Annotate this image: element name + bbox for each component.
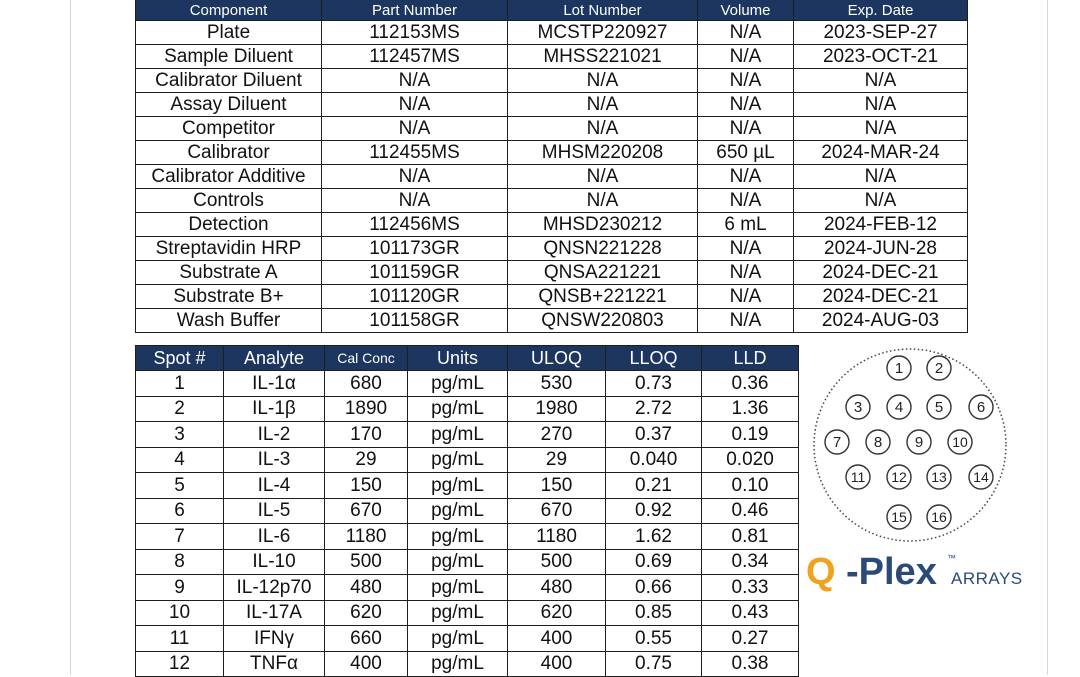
table-row bbox=[136, 600, 799, 626]
table-row bbox=[136, 422, 799, 448]
component-cell: 101159GR bbox=[322, 261, 508, 285]
analyte-cell: 670 bbox=[325, 498, 408, 524]
table-row bbox=[136, 498, 799, 524]
table-row bbox=[136, 165, 968, 189]
component-cell: N/A bbox=[322, 165, 508, 189]
analyte-cell: 150 bbox=[325, 473, 408, 499]
analyte-cell: 1980 bbox=[508, 396, 606, 422]
analyte-cell: 11 bbox=[136, 626, 224, 652]
analyte-cell: 680 bbox=[325, 371, 408, 397]
analyte-cell: 1.62 bbox=[606, 524, 702, 550]
analyte-cell: 4 bbox=[136, 447, 224, 473]
page-right-edge bbox=[1047, 0, 1048, 675]
table-row bbox=[136, 447, 799, 473]
component-cell: MCSTP220927 bbox=[508, 21, 698, 45]
component-header-cell: Exp. Date bbox=[794, 0, 968, 21]
analyte-header-cell: Spot # bbox=[136, 346, 224, 371]
table-row bbox=[136, 309, 968, 333]
analyte-cell: 0.020 bbox=[702, 447, 799, 473]
component-cell: 6 mL bbox=[698, 213, 794, 237]
logo-plex: -Plex bbox=[846, 551, 937, 593]
analyte-cell: pg/mL bbox=[408, 371, 508, 397]
component-header-cell: Component bbox=[136, 0, 322, 21]
component-cell: Competitor bbox=[136, 117, 322, 141]
analyte-cell: 0.66 bbox=[606, 575, 702, 601]
analyte-cell: 500 bbox=[325, 549, 408, 575]
analyte-cell: 6 bbox=[136, 498, 224, 524]
table-row bbox=[136, 549, 799, 575]
component-cell: 2024-MAR-24 bbox=[794, 141, 968, 165]
analyte-cell: TNFα bbox=[224, 651, 325, 677]
component-cell: N/A bbox=[698, 285, 794, 309]
analyte-cell: 170 bbox=[325, 422, 408, 448]
analyte-cell: 400 bbox=[325, 651, 408, 677]
component-cell: N/A bbox=[794, 165, 968, 189]
component-cell: MHSS221021 bbox=[508, 45, 698, 69]
analyte-cell: 480 bbox=[508, 575, 606, 601]
spot-label: 11 bbox=[850, 469, 866, 485]
component-cell: N/A bbox=[794, 69, 968, 93]
spot-label: 4 bbox=[894, 399, 904, 416]
component-cell: N/A bbox=[698, 69, 794, 93]
spot-label: 2 bbox=[934, 360, 944, 377]
analyte-cell: 150 bbox=[508, 473, 606, 499]
analyte-cell: 0.36 bbox=[702, 371, 799, 397]
analyte-cell: 270 bbox=[508, 422, 606, 448]
component-header-cell: Lot Number bbox=[508, 0, 698, 21]
component-cell: N/A bbox=[322, 189, 508, 213]
component-cell: MHSM220208 bbox=[508, 141, 698, 165]
analyte-header-cell: LLD bbox=[702, 346, 799, 371]
component-cell: N/A bbox=[794, 93, 968, 117]
analyte-cell: 8 bbox=[136, 549, 224, 575]
spot-label: 12 bbox=[891, 469, 907, 485]
table-row bbox=[136, 651, 799, 677]
analyte-cell: 400 bbox=[508, 626, 606, 652]
component-cell: N/A bbox=[698, 189, 794, 213]
analyte-cell: 1 bbox=[136, 371, 224, 397]
analyte-cell: pg/mL bbox=[408, 447, 508, 473]
table-row bbox=[136, 575, 799, 601]
component-cell: 2024-DEC-21 bbox=[794, 261, 968, 285]
component-cell: Plate bbox=[136, 21, 322, 45]
spot-label: 5 bbox=[934, 399, 944, 416]
component-table bbox=[135, 0, 968, 333]
analyte-cell: pg/mL bbox=[408, 549, 508, 575]
analyte-cell: IL-4 bbox=[224, 473, 325, 499]
analyte-cell: pg/mL bbox=[408, 473, 508, 499]
analyte-cell: 670 bbox=[508, 498, 606, 524]
spot-label: 16 bbox=[931, 509, 947, 525]
component-cell: N/A bbox=[698, 261, 794, 285]
component-cell: 112455MS bbox=[322, 141, 508, 165]
component-cell: Controls bbox=[136, 189, 322, 213]
component-cell: N/A bbox=[508, 117, 698, 141]
table-row bbox=[136, 626, 799, 652]
spot-label: 13 bbox=[931, 469, 947, 485]
table-row bbox=[136, 141, 968, 165]
component-cell: Sample Diluent bbox=[136, 45, 322, 69]
component-cell: N/A bbox=[322, 93, 508, 117]
component-cell: N/A bbox=[322, 117, 508, 141]
spot-label: 1 bbox=[894, 360, 904, 377]
component-cell: QNSN221228 bbox=[508, 237, 698, 261]
analyte-cell: 500 bbox=[508, 549, 606, 575]
component-cell: 650 µL bbox=[698, 141, 794, 165]
component-cell: 112456MS bbox=[322, 213, 508, 237]
analyte-cell: 0.10 bbox=[702, 473, 799, 499]
component-cell: 2024-DEC-21 bbox=[794, 285, 968, 309]
component-cell: N/A bbox=[698, 21, 794, 45]
analyte-cell: 29 bbox=[325, 447, 408, 473]
component-header-cell: Volume bbox=[698, 0, 794, 21]
component-cell: QNSB+221221 bbox=[508, 285, 698, 309]
component-cell: N/A bbox=[698, 45, 794, 69]
analyte-cell: 2 bbox=[136, 396, 224, 422]
component-cell: 101120GR bbox=[322, 285, 508, 309]
analyte-cell: 0.37 bbox=[606, 422, 702, 448]
component-cell: N/A bbox=[508, 69, 698, 93]
analyte-header-cell: ULOQ bbox=[508, 346, 606, 371]
component-cell: 2024-AUG-03 bbox=[794, 309, 968, 333]
analyte-cell: 480 bbox=[325, 575, 408, 601]
analyte-cell: 0.34 bbox=[702, 549, 799, 575]
analyte-cell: 0.55 bbox=[606, 626, 702, 652]
table-row bbox=[136, 261, 968, 285]
component-cell: Streptavidin HRP bbox=[136, 237, 322, 261]
table-row bbox=[136, 524, 799, 550]
analyte-cell: 0.73 bbox=[606, 371, 702, 397]
analyte-cell: IL-10 bbox=[224, 549, 325, 575]
spot-label: 9 bbox=[914, 434, 924, 451]
component-cell: N/A bbox=[322, 69, 508, 93]
table-row bbox=[136, 93, 968, 117]
logo-trademark: ™ bbox=[947, 553, 956, 563]
component-cell: N/A bbox=[794, 189, 968, 213]
analyte-cell: pg/mL bbox=[408, 396, 508, 422]
component-cell: 2024-JUN-28 bbox=[794, 237, 968, 261]
spot-label: 7 bbox=[832, 434, 842, 451]
table-row bbox=[136, 285, 968, 309]
component-cell: N/A bbox=[508, 165, 698, 189]
spot-label: 14 bbox=[973, 469, 989, 485]
table-row bbox=[136, 69, 968, 93]
component-cell: QNSA221221 bbox=[508, 261, 698, 285]
analyte-cell: pg/mL bbox=[408, 651, 508, 677]
analyte-cell: 9 bbox=[136, 575, 224, 601]
table-row bbox=[136, 371, 799, 397]
spot-label: 6 bbox=[976, 399, 986, 416]
analyte-cell: 620 bbox=[508, 600, 606, 626]
spot-label: 15 bbox=[891, 509, 907, 525]
component-cell: Calibrator Diluent bbox=[136, 69, 322, 93]
analyte-cell: 0.19 bbox=[702, 422, 799, 448]
component-cell: Wash Buffer bbox=[136, 309, 322, 333]
component-cell: Calibrator Additive bbox=[136, 165, 322, 189]
analyte-cell: pg/mL bbox=[408, 524, 508, 550]
analyte-cell: IL-3 bbox=[224, 447, 325, 473]
q-plex-arrays-logo bbox=[806, 549, 1046, 599]
analyte-cell: IL-6 bbox=[224, 524, 325, 550]
table-row bbox=[136, 237, 968, 261]
analyte-header-cell: LLOQ bbox=[606, 346, 702, 371]
component-cell: QNSW220803 bbox=[508, 309, 698, 333]
component-cell: N/A bbox=[508, 189, 698, 213]
component-cell: Detection bbox=[136, 213, 322, 237]
spot-layout-diagram bbox=[812, 346, 1008, 544]
analyte-cell: 1180 bbox=[325, 524, 408, 550]
logo-arrays: ARRAYS bbox=[951, 569, 1023, 588]
analyte-header-cell: Analyte bbox=[224, 346, 325, 371]
component-cell: 101158GR bbox=[322, 309, 508, 333]
analyte-cell: 0.43 bbox=[702, 600, 799, 626]
analyte-cell: 0.27 bbox=[702, 626, 799, 652]
component-cell: Substrate B+ bbox=[136, 285, 322, 309]
analyte-cell: 0.81 bbox=[702, 524, 799, 550]
analyte-cell: 1.36 bbox=[702, 396, 799, 422]
component-table-header bbox=[136, 0, 968, 21]
component-cell: Calibrator bbox=[136, 141, 322, 165]
spot-label: 3 bbox=[853, 399, 863, 416]
analyte-cell: pg/mL bbox=[408, 575, 508, 601]
analyte-cell: 620 bbox=[325, 600, 408, 626]
analyte-cell: 1180 bbox=[508, 524, 606, 550]
analyte-cell: 1890 bbox=[325, 396, 408, 422]
analyte-cell: 0.33 bbox=[702, 575, 799, 601]
component-cell: N/A bbox=[698, 93, 794, 117]
analyte-cell: IL-2 bbox=[224, 422, 325, 448]
analyte-cell: 5 bbox=[136, 473, 224, 499]
component-cell: 2024-FEB-12 bbox=[794, 213, 968, 237]
page-left-edge bbox=[70, 0, 71, 675]
component-cell: 112457MS bbox=[322, 45, 508, 69]
component-cell: 101173GR bbox=[322, 237, 508, 261]
analyte-cell: IL-17A bbox=[224, 600, 325, 626]
analyte-cell: 400 bbox=[508, 651, 606, 677]
analyte-cell: IL-1β bbox=[224, 396, 325, 422]
analyte-cell: 530 bbox=[508, 371, 606, 397]
table-row bbox=[136, 396, 799, 422]
logo-q: Q bbox=[806, 551, 836, 593]
analyte-cell: 0.69 bbox=[606, 549, 702, 575]
analyte-cell: pg/mL bbox=[408, 422, 508, 448]
analyte-header-cell: Cal Conc bbox=[325, 346, 408, 371]
component-cell: 2023-SEP-27 bbox=[794, 21, 968, 45]
table-row bbox=[136, 21, 968, 45]
component-cell: N/A bbox=[508, 93, 698, 117]
table-row bbox=[136, 213, 968, 237]
analyte-cell: 0.38 bbox=[702, 651, 799, 677]
component-header-cell: Part Number bbox=[322, 0, 508, 21]
analyte-table bbox=[135, 345, 799, 677]
component-cell: N/A bbox=[698, 309, 794, 333]
analyte-cell: 10 bbox=[136, 600, 224, 626]
component-cell: N/A bbox=[698, 117, 794, 141]
component-cell: Substrate A bbox=[136, 261, 322, 285]
analyte-cell: IL-5 bbox=[224, 498, 325, 524]
table-row bbox=[136, 117, 968, 141]
analyte-cell: IL-12p70 bbox=[224, 575, 325, 601]
analyte-cell: 0.75 bbox=[606, 651, 702, 677]
table-row bbox=[136, 473, 799, 499]
analyte-cell: 0.040 bbox=[606, 447, 702, 473]
table-row bbox=[136, 45, 968, 69]
component-cell: 2023-OCT-21 bbox=[794, 45, 968, 69]
table-row bbox=[136, 189, 968, 213]
analyte-cell: 660 bbox=[325, 626, 408, 652]
analyte-cell: 3 bbox=[136, 422, 224, 448]
spot-label: 10 bbox=[952, 434, 968, 450]
component-cell: N/A bbox=[698, 237, 794, 261]
analyte-cell: 0.85 bbox=[606, 600, 702, 626]
spot-label: 8 bbox=[873, 434, 883, 451]
analyte-cell: IFNγ bbox=[224, 626, 325, 652]
analyte-table-header bbox=[136, 346, 799, 371]
analyte-cell: pg/mL bbox=[408, 626, 508, 652]
analyte-cell: IL-1α bbox=[224, 371, 325, 397]
analyte-cell: 2.72 bbox=[606, 396, 702, 422]
component-cell: 112153MS bbox=[322, 21, 508, 45]
analyte-cell: 0.92 bbox=[606, 498, 702, 524]
analyte-cell: 29 bbox=[508, 447, 606, 473]
component-cell: N/A bbox=[794, 117, 968, 141]
component-cell: N/A bbox=[698, 165, 794, 189]
analyte-cell: 0.46 bbox=[702, 498, 799, 524]
analyte-cell: pg/mL bbox=[408, 600, 508, 626]
component-cell: MHSD230212 bbox=[508, 213, 698, 237]
analyte-cell: 12 bbox=[136, 651, 224, 677]
component-cell: Assay Diluent bbox=[136, 93, 322, 117]
analyte-cell: 0.21 bbox=[606, 473, 702, 499]
analyte-header-cell: Units bbox=[408, 346, 508, 371]
analyte-cell: 7 bbox=[136, 524, 224, 550]
analyte-cell: pg/mL bbox=[408, 498, 508, 524]
